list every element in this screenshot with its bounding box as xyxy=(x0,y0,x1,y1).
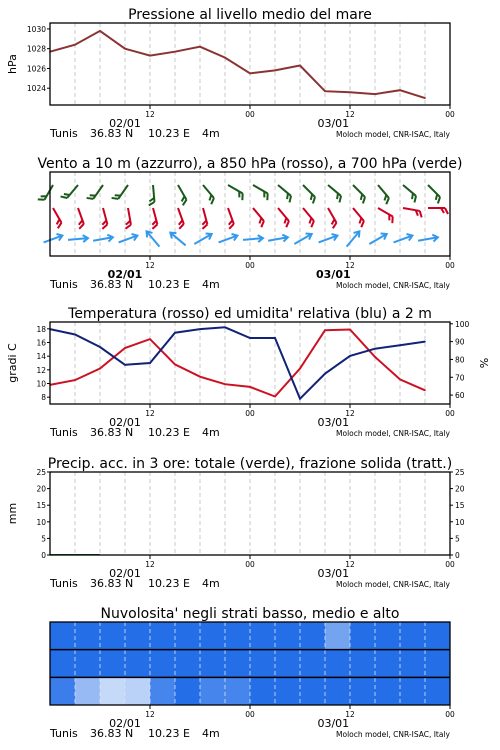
date-label: 03/01 xyxy=(317,117,350,130)
pressure-line-point xyxy=(324,90,326,92)
temperature-line-point xyxy=(399,379,401,381)
hour-tick-label: 00 xyxy=(445,560,455,569)
wind-barb-shaft xyxy=(378,208,393,217)
wind-barb xyxy=(38,182,53,202)
pressure-line-point xyxy=(349,91,351,93)
hour-tick-label: 12 xyxy=(145,560,155,569)
temperature-line-point xyxy=(149,338,151,340)
cloud-cell-medio xyxy=(375,650,401,678)
footer-latitude: 36.83 N xyxy=(90,727,134,740)
temperature-line-point xyxy=(349,329,351,331)
humidity-line-point xyxy=(224,327,226,329)
wind-barb-feather xyxy=(125,225,131,229)
footer-latitude: 36.83 N xyxy=(90,426,134,439)
wind-barb-shaft xyxy=(93,185,103,199)
pressure-line-point xyxy=(99,30,101,32)
pressure-line-point xyxy=(149,55,151,57)
precip-y-right-tick-label: 5 xyxy=(455,534,460,544)
cloud-cell-basso xyxy=(400,677,426,705)
wind-barb xyxy=(198,185,215,204)
humidity-line-point xyxy=(299,398,301,400)
wind-barb-feather xyxy=(445,208,448,214)
temperature-line-point xyxy=(174,364,176,366)
wind-barb xyxy=(172,208,184,229)
wind-barb-shaft xyxy=(328,185,341,196)
humidity-line-point xyxy=(274,337,276,339)
wind-barb-shaft xyxy=(118,185,128,199)
temperature-line-point xyxy=(374,356,376,358)
date-label: 02/01 xyxy=(109,416,141,429)
wind-barb-shaft xyxy=(203,185,214,198)
wind-barb-shaft xyxy=(53,208,62,223)
cloud-cell-alto xyxy=(400,622,426,650)
date-label: 02/01 xyxy=(107,268,143,281)
footer-location: Tunis xyxy=(50,426,78,439)
cloud-cell-medio xyxy=(325,650,351,678)
footer-altitude: 4m xyxy=(202,127,220,140)
pressure-line-point xyxy=(174,51,176,53)
footer-altitude: 4m xyxy=(202,577,220,590)
footer-location: Tunis xyxy=(50,577,78,590)
hour-tick-label: 00 xyxy=(245,110,255,119)
wind-barb-shaft xyxy=(278,185,291,196)
wind-barb xyxy=(97,208,108,229)
wind-barb xyxy=(68,235,89,244)
temperature-line-point xyxy=(74,379,76,381)
temperature-y-tick-label: 8 xyxy=(41,393,46,403)
footer-location: Tunis xyxy=(50,727,78,740)
temperature-line-point xyxy=(424,390,426,392)
wind-barb xyxy=(93,234,114,244)
wind-barb-feather xyxy=(390,217,396,224)
hour-tick-label: 00 xyxy=(245,261,255,270)
footer-credit: Moloch model, CNR-ISAC, Italy xyxy=(336,130,450,139)
precip-y-tick-label: 15 xyxy=(36,501,46,511)
wind-barb xyxy=(243,235,264,244)
wind-barb xyxy=(348,208,365,227)
hour-tick-label: 00 xyxy=(245,710,255,719)
date-label: 02/01 xyxy=(109,567,141,580)
cloud-cell-alto xyxy=(275,622,301,650)
hour-tick-label: 12 xyxy=(345,110,355,119)
wind-barb xyxy=(217,232,238,245)
wind-barb xyxy=(42,232,63,245)
wind-barb-shaft xyxy=(328,208,337,223)
wind-barb xyxy=(298,208,315,227)
pressure-line-point xyxy=(74,44,76,46)
cloud-cell-medio xyxy=(175,650,201,678)
wind-barb xyxy=(428,208,448,214)
humidity-y-tick-label: 80 xyxy=(455,355,465,365)
wind-barb xyxy=(147,208,158,229)
date-label: 02/01 xyxy=(109,117,141,130)
cloud-cell-medio xyxy=(75,650,101,678)
cloud-cell-alto xyxy=(100,622,126,650)
wind-barb-shaft xyxy=(303,208,314,221)
precip-y-right-tick-label: 25 xyxy=(455,468,465,477)
humidity-line-point xyxy=(324,373,326,375)
footer-longitude: 10.23 E xyxy=(148,278,190,291)
cloud-cell-alto xyxy=(375,622,401,650)
temperature-line-point xyxy=(199,376,201,378)
pressure-line-point xyxy=(399,89,401,91)
pressure-y-tick-label: 1028 xyxy=(26,44,46,54)
humidity-line-point xyxy=(249,337,251,339)
cloud-cell-alto xyxy=(200,622,226,650)
wind-barb xyxy=(323,208,338,228)
cloud-cell-medio xyxy=(400,650,426,678)
temperature-line-point xyxy=(299,368,301,370)
wind-barb xyxy=(424,185,442,203)
footer-altitude: 4m xyxy=(202,727,220,740)
footer-latitude: 36.83 N xyxy=(90,577,134,590)
temperature-line-point xyxy=(224,383,226,385)
precip-y-tick-label: 20 xyxy=(36,484,46,494)
cloud-cell-basso xyxy=(200,677,226,705)
cloud-cell-basso xyxy=(250,677,276,705)
pressure-line-point xyxy=(124,48,126,50)
humidity-y-tick-label: 90 xyxy=(455,337,465,347)
wind-barb xyxy=(268,234,289,244)
pressure-line-point xyxy=(374,93,376,95)
wind-barb xyxy=(344,229,362,249)
wind-barb xyxy=(222,208,234,229)
hour-tick-label: 12 xyxy=(345,409,355,418)
cloud-cell-basso xyxy=(75,677,101,705)
pressure-line-point xyxy=(274,70,276,72)
wind-barb-feather xyxy=(102,224,109,228)
wind-barb xyxy=(248,208,265,227)
wind-barb xyxy=(274,185,293,202)
wind-barb xyxy=(349,185,367,203)
hour-tick-label: 12 xyxy=(345,560,355,569)
cloud-cell-basso xyxy=(50,677,76,705)
wind-barb xyxy=(418,234,439,244)
wind-barb-feather xyxy=(419,211,423,217)
temperature-ylabel: gradi C xyxy=(6,343,19,383)
pressure-title: Pressione al livello medio del mare xyxy=(128,7,372,23)
cloud-cell-alto xyxy=(50,622,76,650)
wind-barb-shaft xyxy=(428,185,440,197)
wind-barb-shaft xyxy=(353,208,364,221)
cloud-cell-basso xyxy=(225,677,251,705)
humidity-line-point xyxy=(174,332,176,334)
temperature-y-tick-label: 12 xyxy=(36,365,46,375)
wind-barb xyxy=(144,229,162,249)
wind-barb xyxy=(122,208,131,229)
date-label: 03/01 xyxy=(317,567,350,580)
wind-barb-feather xyxy=(149,202,155,206)
precip-y-tick-label: 5 xyxy=(41,534,46,544)
footer-location: Tunis xyxy=(50,127,78,140)
cloud-cell-alto xyxy=(75,622,101,650)
wind-barb xyxy=(193,231,214,247)
humidity-y-tick-label: 60 xyxy=(455,391,465,401)
cloud-cell-medio xyxy=(200,650,226,678)
wind-barb-feather xyxy=(240,194,246,201)
cloud-cell-medio xyxy=(425,650,451,678)
temperature-y-tick-label: 10 xyxy=(36,379,46,389)
pressure-y-tick-label: 1024 xyxy=(26,84,46,94)
precip-ylabel: mm xyxy=(6,502,19,525)
temperature-y-tick-label: 14 xyxy=(36,352,46,362)
temperature-line-point xyxy=(249,386,251,388)
humidity-line-point xyxy=(124,364,126,366)
wind-barb xyxy=(61,181,78,200)
cloud-cell-basso xyxy=(300,677,326,705)
cloud-cell-alto xyxy=(150,622,176,650)
hour-tick-label: 00 xyxy=(245,409,255,418)
wind-barb xyxy=(147,185,155,205)
wind-barb-shaft xyxy=(67,185,78,198)
humidity-y-tick-label: 70 xyxy=(455,373,465,383)
temperature-line-point xyxy=(124,347,126,349)
date-label: 03/01 xyxy=(317,416,350,429)
cloud-cell-medio xyxy=(350,650,376,678)
cloud-cell-alto xyxy=(350,622,376,650)
wind-barb xyxy=(117,232,138,245)
wind-barb xyxy=(225,185,245,200)
date-label: 03/01 xyxy=(317,717,350,730)
wind-barb-feather xyxy=(38,197,45,203)
hour-tick-label: 00 xyxy=(445,261,455,270)
date-label: 03/01 xyxy=(316,268,351,281)
hour-tick-label: 00 xyxy=(245,560,255,569)
cloud-cell-basso xyxy=(375,677,401,705)
date-label: 02/01 xyxy=(109,717,141,730)
wind-barb-shaft xyxy=(228,185,243,194)
wind-barb xyxy=(399,185,418,202)
cloud-cell-medio xyxy=(250,650,276,678)
precip-y-right-tick-label: 0 xyxy=(455,551,460,560)
cloud-cell-alto xyxy=(325,622,351,650)
wind-arrow-shaft xyxy=(170,233,185,246)
cloud-cell-medio xyxy=(125,650,151,678)
cloud-cell-basso xyxy=(100,677,126,705)
wind-barb-feather xyxy=(202,224,209,228)
wind-barb xyxy=(299,185,317,203)
pressure-line-point xyxy=(249,73,251,75)
cloud-cell-basso xyxy=(275,677,301,705)
cloud-cell-basso xyxy=(175,677,201,705)
pressure-ylabel: hPa xyxy=(6,54,19,74)
humidity-line-point xyxy=(74,334,76,336)
wind-barb xyxy=(112,182,128,202)
wind-barb xyxy=(293,231,314,247)
cloud-cell-alto xyxy=(300,622,326,650)
humidity-line-point xyxy=(399,344,401,346)
footer-latitude: 36.83 N xyxy=(90,127,134,140)
temperature-y-tick-label: 18 xyxy=(36,324,46,334)
wind-title: Vento a 10 m (azzurro), a 850 hPa (rosso), a 700 hPa (verde) xyxy=(37,156,463,172)
hour-tick-label: 12 xyxy=(145,110,155,119)
hour-tick-label: 12 xyxy=(145,409,155,418)
pressure-y-tick-label: 1026 xyxy=(26,64,46,74)
cloud-cell-medio xyxy=(150,650,176,678)
cloud-cell-basso xyxy=(425,677,451,705)
panel-frame-2 xyxy=(50,322,450,404)
wind-barb xyxy=(197,208,208,229)
temperature-line xyxy=(50,330,425,397)
cloud-cell-medio xyxy=(300,650,326,678)
footer-longitude: 10.23 E xyxy=(148,127,190,140)
wind-arrow-shaft xyxy=(347,231,360,246)
wind-barb xyxy=(402,208,423,217)
pressure-line-point xyxy=(424,97,426,99)
pressure-line xyxy=(50,31,425,98)
temperature-line-point xyxy=(99,368,101,370)
cloud-cell-alto xyxy=(225,622,251,650)
footer-altitude: 4m xyxy=(202,426,220,439)
wind-barb-shaft xyxy=(278,208,289,221)
cloud-cell-basso xyxy=(350,677,376,705)
wind-barb xyxy=(273,208,290,227)
humidity-line-point xyxy=(424,341,426,343)
wind-barb-shaft xyxy=(253,208,264,221)
cloud-cell-alto xyxy=(425,622,451,650)
footer-credit: Moloch model, CNR-ISAC, Italy xyxy=(336,580,450,589)
cloud-title: Nuvolosita' negli strati basso, medio e alto xyxy=(100,606,400,622)
cloud-cell-alto xyxy=(250,622,276,650)
footer-latitude: 36.83 N xyxy=(90,278,134,291)
hour-tick-label: 12 xyxy=(345,710,355,719)
wind-barb xyxy=(392,232,413,245)
pressure-line-point xyxy=(199,46,201,48)
humidity-line-point xyxy=(349,355,351,357)
footer-location: Tunis xyxy=(50,278,78,291)
wind-barb-shaft xyxy=(253,185,268,194)
humidity-line-point xyxy=(199,328,201,330)
pressure-line-point xyxy=(224,57,226,59)
wind-barb-shaft xyxy=(403,185,416,196)
footer-altitude: 4m xyxy=(202,278,220,291)
cloud-cell-basso xyxy=(125,677,151,705)
humidity-line-point xyxy=(374,348,376,350)
cloud-cell-alto xyxy=(125,622,151,650)
precip-y-tick-label: 10 xyxy=(36,517,46,527)
wind-barb-feather xyxy=(265,194,271,201)
cloud-cell-basso xyxy=(325,677,351,705)
wind-barb-shaft xyxy=(45,185,54,200)
wind-barb xyxy=(324,185,343,202)
hour-tick-label: 00 xyxy=(445,110,455,119)
wind-barb xyxy=(373,185,390,204)
precip-title: Precip. acc. in 3 ore: totale (verde), frazione solida (tratt.) xyxy=(47,456,453,472)
wind-barb-shaft xyxy=(378,185,389,198)
precip-y-right-tick-label: 15 xyxy=(455,501,465,511)
footer-longitude: 10.23 E xyxy=(148,577,190,590)
footer-longitude: 10.23 E xyxy=(148,426,190,439)
humidity-line-point xyxy=(149,362,151,364)
cloud-cell-medio xyxy=(100,650,126,678)
precip-y-right-tick-label: 10 xyxy=(455,517,465,527)
wind-barb-feather xyxy=(152,224,159,228)
pressure-y-tick-label: 1030 xyxy=(26,24,46,34)
wind-barb xyxy=(168,230,188,248)
temperature-line-point xyxy=(274,396,276,398)
cloud-cell-medio xyxy=(275,650,301,678)
pressure-line-point xyxy=(299,65,301,67)
hour-tick-label: 12 xyxy=(145,710,155,719)
wind-barb-shaft xyxy=(303,185,315,197)
hour-tick-label: 12 xyxy=(345,261,355,270)
wind-barb xyxy=(375,208,395,223)
cloud-cell-alto xyxy=(175,622,201,650)
humidity-ylabel: % xyxy=(478,357,491,369)
wind-barb-shaft xyxy=(353,185,365,197)
wind-barb xyxy=(368,231,389,247)
wind-barb xyxy=(317,232,338,245)
wind-barb-shaft xyxy=(178,185,187,200)
footer-longitude: 10.23 E xyxy=(148,727,190,740)
precip-y-right-tick-label: 20 xyxy=(455,484,465,494)
hour-tick-label: 12 xyxy=(145,261,155,270)
humidity-line-point xyxy=(99,346,101,348)
wind-barb xyxy=(72,208,84,229)
footer-credit: Moloch model, CNR-ISAC, Italy xyxy=(336,429,450,438)
wind-barb-shaft xyxy=(403,208,420,211)
wind-arrow-shaft xyxy=(147,231,160,246)
cloud-cell-medio xyxy=(225,650,251,678)
hour-tick-label: 00 xyxy=(445,710,455,719)
precip-y-tick-label: 0 xyxy=(41,551,46,560)
wind-barb xyxy=(87,182,103,202)
cloud-cell-medio xyxy=(50,650,76,678)
precip-y-tick-label: 25 xyxy=(36,468,46,477)
hour-tick-label: 00 xyxy=(445,409,455,418)
temperature-line-point xyxy=(324,329,326,331)
wind-barb xyxy=(250,185,270,200)
cloud-cell-basso xyxy=(150,677,176,705)
temperature-title: Temperatura (rosso) ed umidita' relativa (blu) a 2 m xyxy=(68,306,432,322)
humidity-y-tick-label: 100 xyxy=(455,319,470,329)
footer-credit: Moloch model, CNR-ISAC, Italy xyxy=(336,730,450,739)
temperature-y-tick-label: 16 xyxy=(36,338,46,348)
footer-credit: Moloch model, CNR-ISAC, Italy xyxy=(336,281,450,290)
